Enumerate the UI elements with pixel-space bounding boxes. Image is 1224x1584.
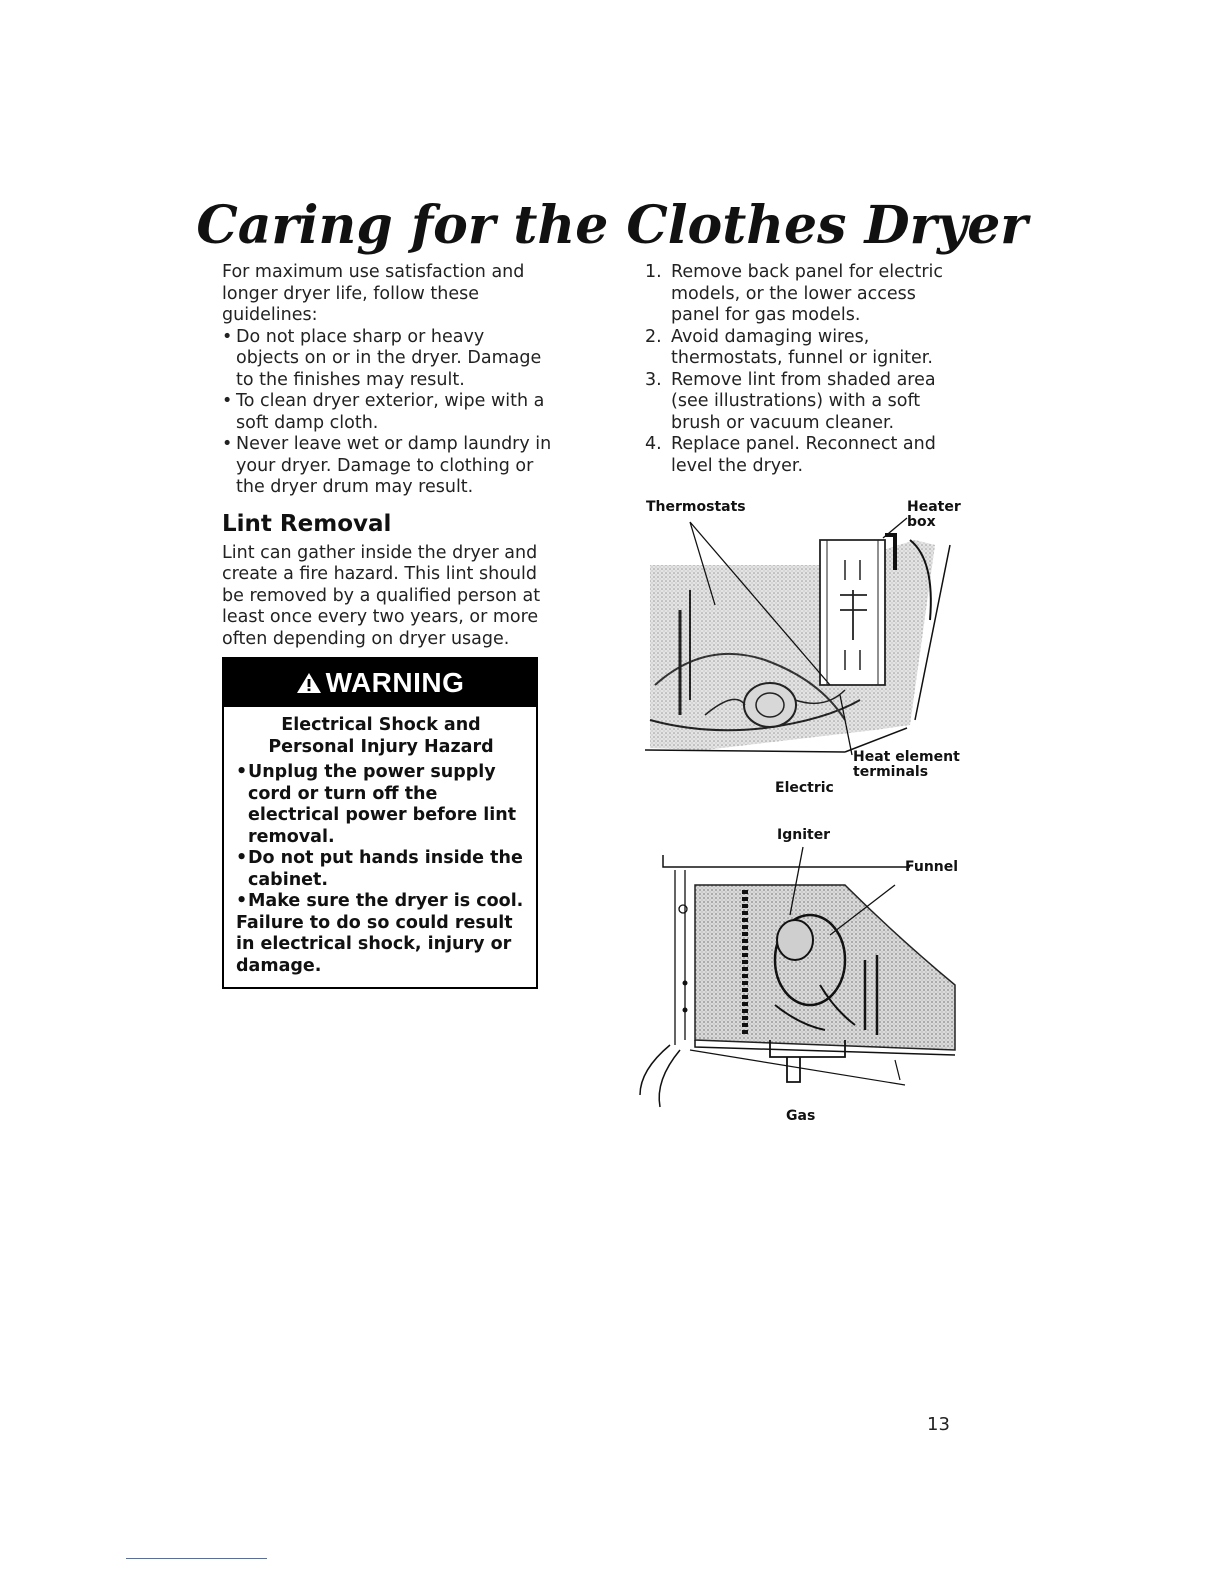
- step-text: Replace panel. Reconnect and level the dryer.: [671, 434, 936, 476]
- step-item: [645, 262, 965, 327]
- warning-item: • Make sure the dryer is cool.: [236, 891, 526, 913]
- step-text: Remove back panel for electric models, or the lower access panel for gas models.: [671, 262, 944, 325]
- gas-dryer-illustration: [635, 845, 965, 1110]
- warning-box: [222, 657, 538, 989]
- warning-triangle-icon: [296, 671, 322, 695]
- step-number: 1.: [645, 262, 662, 282]
- label-igniter: Igniter: [777, 827, 831, 843]
- bottom-rule: [126, 1558, 267, 1559]
- label-heater: [907, 500, 961, 530]
- warning-header: [224, 659, 536, 707]
- steps-list: [645, 262, 965, 477]
- left-column: [222, 262, 552, 650]
- warning-list: [236, 762, 526, 913]
- step-number: 3.: [645, 369, 662, 390]
- label-heat-line-1: Heat element: [853, 749, 960, 765]
- warning-footer: Failure to do so could result in electrical shock, injury or damage.: [236, 912, 513, 976]
- step-item: [645, 370, 965, 435]
- warning-item: • Unplug the power supply cord or turn off the electrical power before lint removal.: [236, 762, 526, 848]
- electric-caption: Electric: [775, 780, 834, 796]
- label-thermostats: Thermostats: [646, 499, 746, 515]
- intro-text: For maximum use satisfaction and longer dryer life, follow these guidelines:: [222, 262, 525, 325]
- page-title: Caring for the Clothes Dryer: [196, 194, 1028, 256]
- guideline-item: • Never leave wet or damp laundry in your dryer. Damage to clothing or the dryer drum may result.: [222, 434, 552, 499]
- step-item: [645, 434, 965, 477]
- step-number: 4.: [645, 434, 662, 454]
- label-heater-line-2: box: [907, 514, 936, 530]
- lint-removal-text: Lint can gather inside the dryer and create a fire hazard. This lint should be removed by a qualified person at least once every two years, or more often depending on dryer usage.: [222, 542, 541, 649]
- warning-title: Electrical Shock and Personal Injury Hazard: [268, 715, 494, 757]
- label-funnel: Funnel: [905, 859, 959, 875]
- page-number: 13: [927, 1414, 950, 1435]
- guidelines-list: [222, 327, 552, 499]
- warning-label: WARNING: [325, 667, 465, 698]
- guideline-item: • Do not place sharp or heavy objects on or in the dryer. Damage to the finishes may result.: [222, 327, 552, 392]
- guideline-item: • To clean dryer exterior, wipe with a soft damp cloth.: [222, 391, 552, 434]
- step-number: 2.: [645, 326, 662, 347]
- warning-body: [224, 707, 536, 987]
- label-heat-element: [853, 750, 960, 780]
- gas-caption: Gas: [786, 1108, 816, 1124]
- step-text: Avoid damaging wires, thermostats, funnel or igniter.: [671, 326, 933, 368]
- step-text: Remove lint from shaded area (see illustrations) with a soft brush or vacuum cleaner.: [671, 369, 936, 433]
- right-column: [645, 262, 965, 477]
- lint-removal-heading: Lint Removal: [222, 510, 392, 537]
- label-heat-line-2: terminals: [853, 764, 929, 780]
- label-heater-line-1: Heater: [907, 499, 961, 515]
- step-item: [645, 327, 965, 370]
- electric-dryer-illustration: [645, 500, 965, 770]
- warning-item: • Do not put hands inside the cabinet.: [236, 848, 526, 891]
